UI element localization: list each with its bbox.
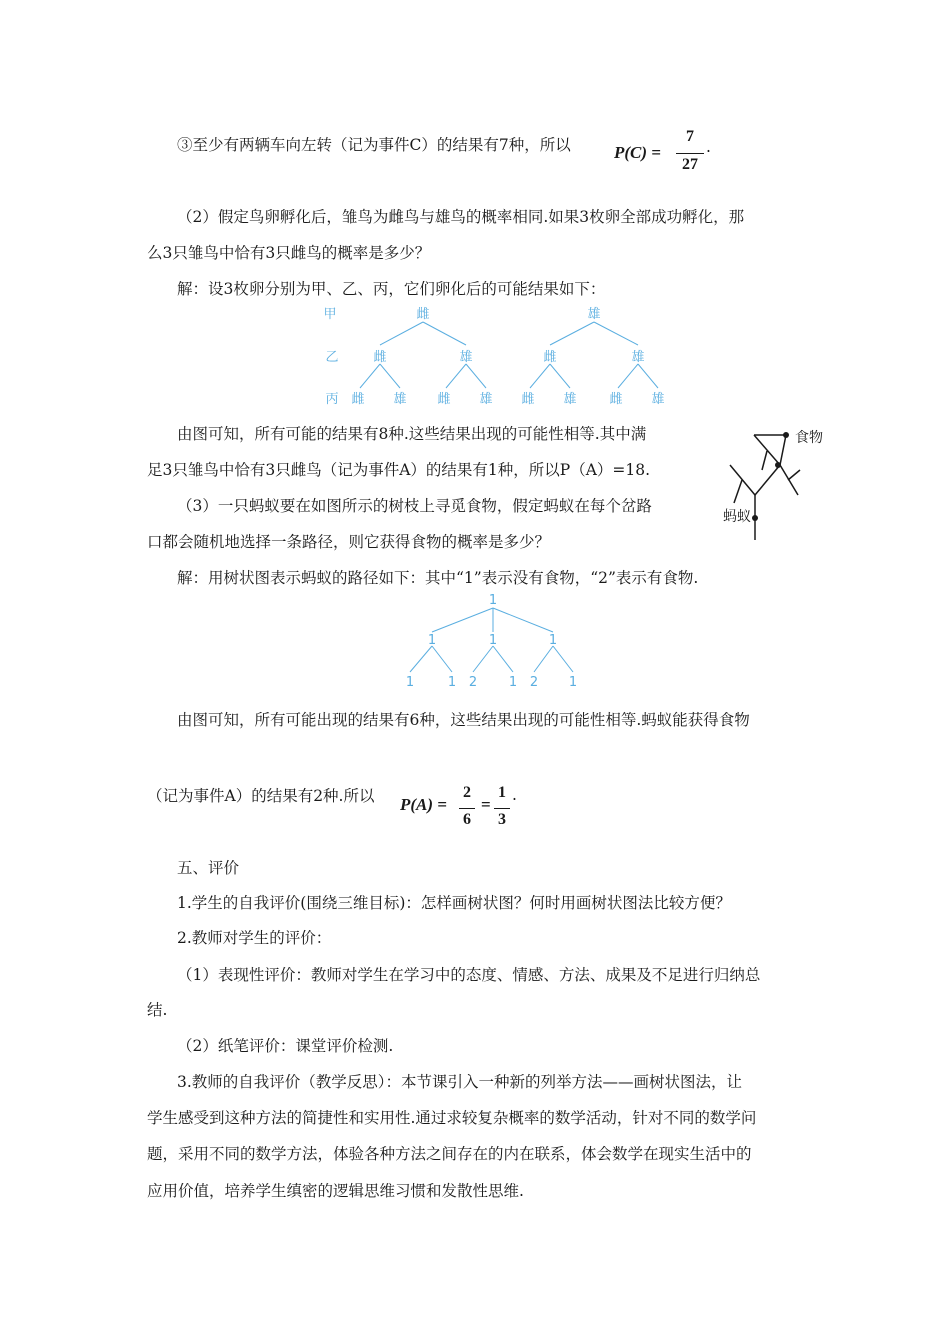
tree-leaf: 1 xyxy=(447,675,457,690)
q3-solution: 解：用树状图表示蚂蚁的路径如下：其中“1”表示没有食物，“2”表示有食物. xyxy=(177,569,699,587)
ant-label: 蚂蚁 xyxy=(723,509,751,525)
fraction-denominator: 27 xyxy=(682,156,698,173)
fraction-denominator: 3 xyxy=(498,811,506,828)
q2-conclusion1: 由图可知，所有可能的结果有8种.这些结果出现的可能性相等.其中满 xyxy=(177,425,647,443)
tree-node: 1 xyxy=(427,633,437,648)
formula-pc-lhs: P(C) = xyxy=(614,143,661,162)
tree-leaf: 雄 xyxy=(393,392,407,407)
fraction-denominator: 6 xyxy=(463,811,471,828)
level-label-yi: 乙 xyxy=(325,350,339,365)
eval-p1: 1.学生的自我评价(围绕三维目标)：怎样画树状图？何时用画树状图法比较方便？ xyxy=(177,894,731,912)
tree-leaf: 雌 xyxy=(437,392,451,407)
tree-node: 雄 xyxy=(459,350,473,365)
formula-pa-lhs: P(A) = xyxy=(400,795,447,814)
tree-leaf: 雄 xyxy=(651,392,665,407)
tree-leaf: 雄 xyxy=(479,392,493,407)
q2-conclusion2: 足3只雏鸟中恰有3只雌鸟（记为事件A）的结果有1种，所以P（A）=18. xyxy=(147,461,651,479)
eval-p3b: 结. xyxy=(147,1001,168,1019)
eval-heading: 五、评价 xyxy=(177,859,240,877)
eval-p5b: 学生感受到这种方法的简捷性和实用性.通过求较复杂概率的数学活动，针对不同的数学问 xyxy=(147,1109,757,1127)
tree-leaf: 1 xyxy=(405,675,415,690)
tree-node: 雄 xyxy=(631,350,645,365)
event-c-line: ③至少有两辆车向左转（记为事件C）的结果有7种，所以 xyxy=(177,136,571,154)
fraction-1-3 xyxy=(491,784,513,834)
tree-leaf: 雌 xyxy=(609,392,623,407)
period: . xyxy=(706,138,711,156)
q2-solution: 解：设3枚卵分别为甲、乙、丙，它们卵化后的可能结果如下： xyxy=(177,280,606,298)
eval-p3a: （1）表现性评价：教师对学生在学习中的态度、情感、方法、成果及不足进行归纳总 xyxy=(177,966,761,984)
eval-p5a: 3.教师的自我评价（教学反思）：本节课引入一种新的列举方法——画树状图法，让 xyxy=(177,1073,743,1091)
eval-p4: （2）纸笔评价：课堂评价检测. xyxy=(177,1037,394,1055)
fraction-numerator: 1 xyxy=(498,784,506,801)
food-label: 食物 xyxy=(795,430,823,446)
q2-line2: 么3只雏鸟中恰有3只雌鸟的概率是多少？ xyxy=(147,244,431,262)
tree-leaf: 雌 xyxy=(521,392,535,407)
period: . xyxy=(512,786,517,804)
tree-root: 1 xyxy=(488,593,498,608)
fraction-2-6 xyxy=(456,784,478,834)
egg-tree-diagram xyxy=(0,300,950,410)
fraction-7-27 xyxy=(672,128,708,178)
eval-p5d: 应用价值，培养学生缜密的逻辑思维习惯和发散性思维. xyxy=(147,1182,524,1200)
fraction-numerator: 7 xyxy=(686,128,694,145)
eval-p2: 2.教师对学生的评价： xyxy=(177,929,332,947)
fraction-numerator: 2 xyxy=(463,784,471,801)
tree-node: 1 xyxy=(488,633,498,648)
food-point xyxy=(783,432,789,438)
tree-leaf: 雄 xyxy=(563,392,577,407)
q3-line1: （3）一只蚂蚁要在如图所示的树枝上寻觅食物，假定蚂蚁在每个岔路 xyxy=(177,497,652,515)
tree-node: 雄 xyxy=(587,307,601,322)
tree-leaf: 2 xyxy=(468,675,478,690)
equals-sign: = xyxy=(481,795,491,814)
q2-line1: （2）假定鸟卵孵化后，雏鸟为雌鸟与雄鸟的概率相同.如果3枚卵全部成功孵化，那 xyxy=(177,208,745,226)
tree-leaf: 2 xyxy=(529,675,539,690)
tree-leaf: 雌 xyxy=(351,392,365,407)
food-point xyxy=(775,462,781,468)
tree-leaf: 1 xyxy=(508,675,518,690)
eval-p5c: 题，采用不同的数学方法，体验各种方法之间存在的内在联系，体会数学在现实生活中的 xyxy=(147,1145,752,1163)
tree-leaf: 1 xyxy=(568,675,578,690)
tree-node: 雌 xyxy=(543,350,557,365)
level-label-bing: 丙 xyxy=(325,392,339,407)
q3-conclusion2: （记为事件A）的结果有2种.所以 xyxy=(147,787,375,805)
ant-path-tree-diagram xyxy=(0,590,950,690)
level-label-jia: 甲 xyxy=(323,307,337,322)
tree-node: 1 xyxy=(548,633,558,648)
q3-line2: 口都会随机地选择一条路径，则它获得食物的概率是多少？ xyxy=(147,533,551,551)
tree-node: 雌 xyxy=(373,350,387,365)
tree-node: 雌 xyxy=(416,307,430,322)
q3-conclusion1: 由图可知，所有可能出现的结果有6种，这些结果出现的可能性相等.蚂蚁能获得食物 xyxy=(177,711,750,729)
ant-point xyxy=(752,515,758,521)
